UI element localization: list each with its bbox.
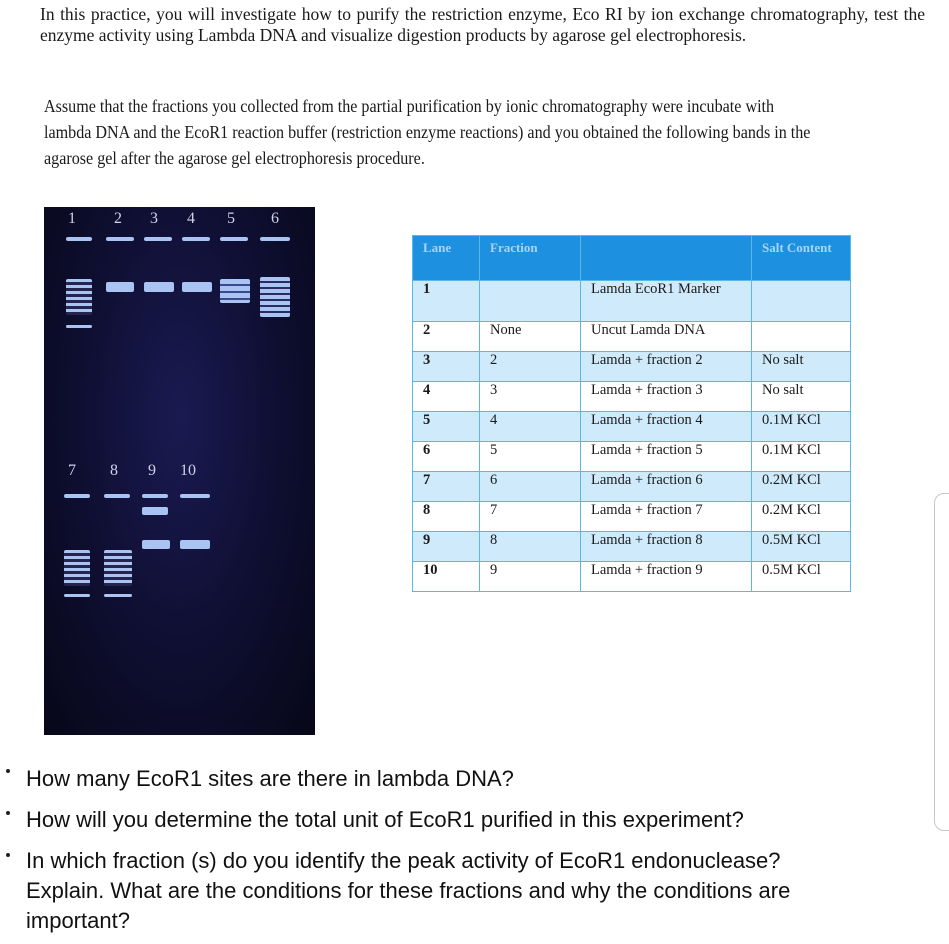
table-row: 5 4 Lamda + fraction 4 0.1M KCl	[413, 412, 851, 442]
lane-label: 6	[271, 210, 279, 227]
gel-band	[64, 594, 90, 597]
table-row: 1 Lamda EcoR1 Marker	[413, 281, 851, 322]
table-row: 4 3 Lamda + fraction 3 No salt	[413, 382, 851, 412]
assumption-paragraph: Assume that the fractions you collected from the partial purification by ionic chromatography were incubate with lambda DNA and the EcoR1 reaction buffer (restriction enzyme reactions) and you obtained the following bands in the agarose gel after the agarose gel electrophoresis procedure.	[44, 96, 811, 168]
gel-band	[144, 282, 174, 292]
gel-band	[66, 325, 92, 328]
gel-band	[260, 237, 290, 241]
gel-band	[144, 237, 172, 241]
table-row: 10 9 Lamda + fraction 9 0.5M KCl	[413, 562, 851, 592]
question-2: How will you determine the total unit of EcoR1 purified in this experiment?	[26, 807, 744, 832]
gel-band	[104, 494, 130, 498]
header-salt-content: Salt Content	[752, 236, 851, 281]
lane-label: 9	[148, 462, 156, 479]
marker-ladder	[64, 550, 90, 586]
gel-band	[64, 494, 90, 498]
table-row: 8 7 Lamda + fraction 7 0.2M KCl	[413, 502, 851, 532]
bullet-icon	[6, 769, 10, 773]
table-row: 9 8 Lamda + fraction 8 0.5M KCl	[413, 532, 851, 562]
header-fraction: Fraction	[480, 236, 581, 281]
question-1: How many EcoR1 sites are there in lambda DNA?	[26, 766, 514, 791]
lane-label: 7	[68, 462, 76, 479]
fraction-table	[412, 235, 851, 592]
gel-band	[104, 550, 132, 586]
lane-label: 8	[110, 462, 118, 479]
gel-band	[142, 507, 168, 515]
gel-band	[180, 494, 210, 498]
header-blank	[581, 236, 752, 281]
gel-band	[106, 282, 134, 292]
agarose-gel-image	[44, 207, 315, 735]
table-header-row	[413, 236, 851, 281]
question-3: In which fraction (s) do you identify the peak activity of EcoR1 endonuclease? Explain. What are the conditions for these fractions and why the conditions are important?	[26, 848, 791, 933]
gel-band	[180, 540, 210, 549]
gel-band	[142, 540, 170, 549]
gel-band	[260, 277, 290, 317]
table-row: 6 5 Lamda + fraction 5 0.1M KCl	[413, 442, 851, 472]
lane-label: 1	[68, 210, 76, 227]
lane-label: 10	[180, 462, 196, 479]
lane-label: 4	[187, 210, 195, 227]
gel-band	[104, 594, 132, 597]
side-scroll-handle[interactable]	[934, 493, 949, 831]
lane-label: 2	[114, 210, 122, 227]
gel-band	[106, 237, 134, 241]
table-row: 3 2 Lamda + fraction 2 No salt	[413, 352, 851, 382]
bullet-icon	[6, 811, 10, 815]
gel-band	[182, 237, 210, 241]
intro-paragraph: In this practice, you will investigate how to purify the restriction enzyme, Eco RI by ion exchange chromatography, test the enzyme activity using Lambda DNA and visualize digestion products by agarose gel electrophoresis.	[40, 4, 925, 45]
lane-label: 3	[150, 210, 158, 227]
lane-label: 5	[227, 210, 235, 227]
gel-band	[182, 282, 212, 292]
gel-band	[220, 279, 250, 303]
marker-ladder	[66, 279, 92, 315]
bullet-icon	[6, 853, 10, 857]
header-lane: Lane	[413, 236, 480, 281]
gel-band	[66, 237, 92, 241]
gel-band	[220, 237, 248, 241]
gel-band	[142, 494, 168, 498]
table-row: 7 6 Lamda + fraction 6 0.2M KCl	[413, 472, 851, 502]
table-row: 2 None Uncut Lamda DNA	[413, 322, 851, 352]
